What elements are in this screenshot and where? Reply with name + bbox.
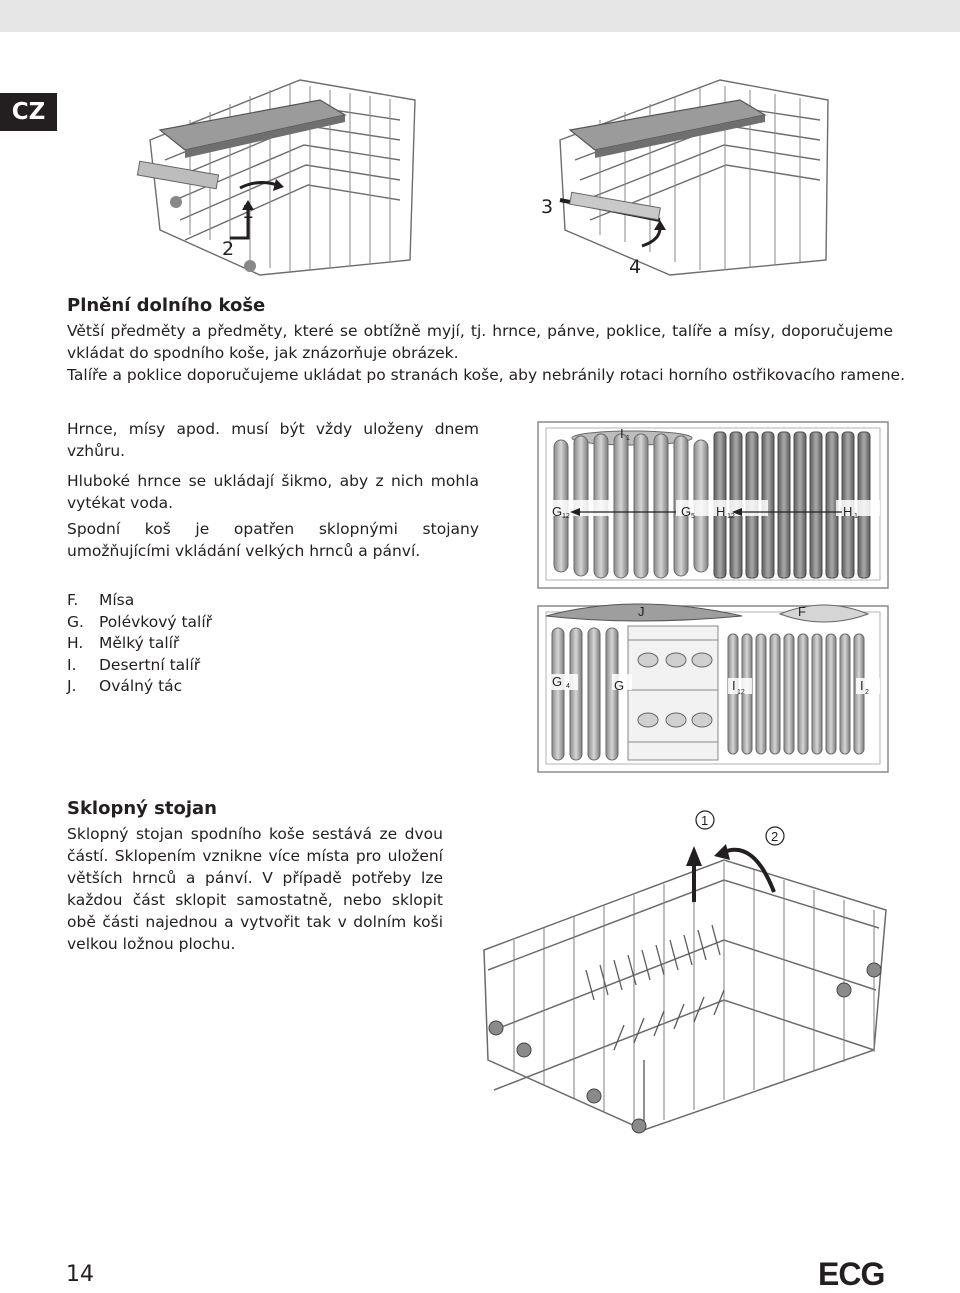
- svg-text:12: 12: [727, 513, 735, 520]
- legend-list: [67, 590, 212, 698]
- language-tab: CZ: [0, 93, 57, 131]
- marker-2-label: 2: [771, 829, 779, 844]
- legend-item: I. Desertní talíř: [67, 655, 201, 674]
- paragraph-deep-pots: Hluboké hrnce se ukládají šikmo, aby z nich mohla vytékat voda.: [67, 472, 479, 512]
- paragraph-folding-rack: Sklopný stojan spodního koše sestává ze dvou částí. Sklopením vznikne více místa pro uložení větších hrnců a pánví. V případě potřeby lze každou část sklopit samostatně, nebo sklopit obě části najednou a vytvořit tak v dolním koši velkou ložnou plochu.: [67, 825, 443, 953]
- section-title-loading-lower: Plnění dolního koše: [67, 295, 266, 316]
- label-i1: I: [620, 426, 624, 441]
- label-i12: I: [732, 678, 736, 693]
- page-number: 14: [66, 1262, 94, 1287]
- label-g12: G: [552, 504, 563, 519]
- legend-item: G. Polévkový talíř: [67, 612, 213, 631]
- paragraph-folding-racks: Spodní koš je opatřen sklopnými stojany umožňujícími vkládání velkých hrnců a pánví.: [67, 520, 479, 560]
- label-h1: H: [843, 504, 853, 519]
- paragraph-plates-sides: Talíře a poklice doporučujeme ukládat po stranách koše, aby nebránily rotaci horního ostřikovacího ramene.: [67, 366, 906, 384]
- paragraph-pots-upside-down: Hrnce, mísy apod. musí být vždy uloženy dnem vzhůru.: [67, 420, 479, 460]
- label-g: G: [614, 678, 625, 693]
- label-i2: I: [860, 678, 864, 693]
- loading-diagram: [536, 420, 890, 778]
- svg-text:1: 1: [854, 513, 858, 520]
- svg-text:4: 4: [566, 683, 570, 690]
- svg-text:1: 1: [626, 435, 630, 442]
- svg-text:12: 12: [562, 513, 570, 520]
- label-g5: G: [681, 504, 692, 519]
- label-h12: H: [716, 504, 726, 519]
- marker-1-label: 1: [701, 813, 709, 828]
- brand-logo: ECG: [818, 1256, 885, 1292]
- label-g4: G: [552, 674, 563, 689]
- figure-marker-3: 3: [541, 196, 554, 218]
- svg-text:2: 2: [865, 689, 869, 696]
- section-title-folding-rack: Sklopný stojan: [67, 798, 217, 819]
- svg-text:12: 12: [737, 689, 745, 696]
- figure-marker-4: 4: [629, 256, 642, 278]
- figure-marker-1: 1: [242, 201, 255, 223]
- top-band: [0, 0, 960, 32]
- folding-rack-illustration: [474, 800, 894, 1140]
- paragraph-large-items: Větší předměty a předměty, které se obtížně myjí, tj. hrnce, pánve, poklice, talíře a mísy, doporučujeme vkládat do spodního koše, jak znázorňuje obrázek.: [67, 322, 893, 362]
- legend-item: H. Mělký talíř: [67, 634, 180, 652]
- basket-illustration-right: [530, 60, 830, 280]
- figure-marker-2: 2: [222, 238, 235, 260]
- legend-item: F. Mísa: [67, 591, 135, 609]
- svg-text:5: 5: [691, 513, 695, 520]
- label-f: F: [798, 604, 806, 619]
- label-j: J: [638, 604, 645, 619]
- basket-illustration-left: [130, 60, 420, 280]
- legend-item: J. Oválný tác: [67, 677, 183, 695]
